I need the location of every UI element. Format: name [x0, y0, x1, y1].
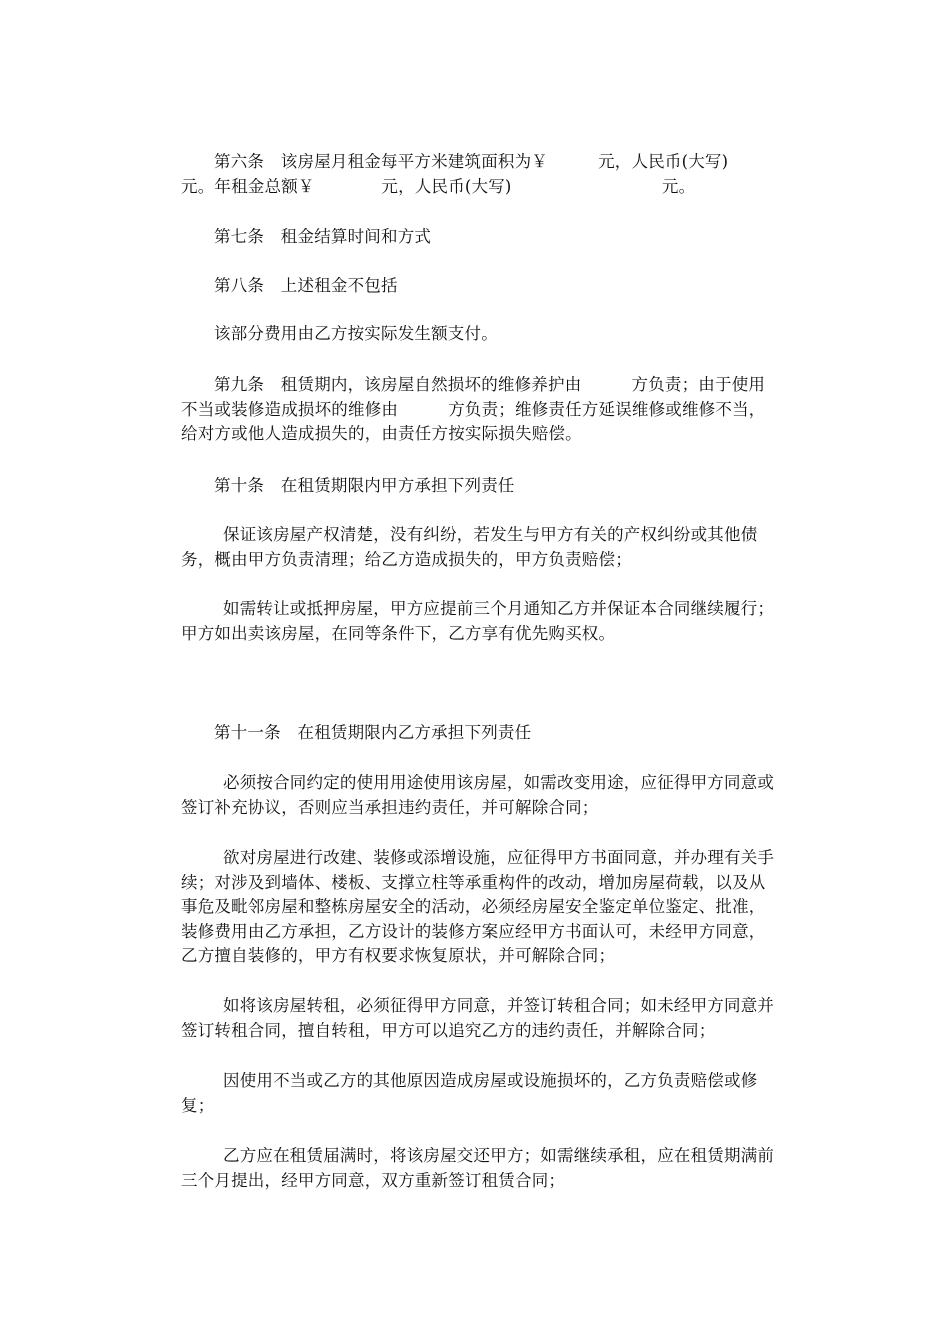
- article-11-clause-5: 乙方应在租赁届满时，将该房屋交还甲方；如需继续承租，应在租赁期满前三个月提出，经甲方同意，双方重新签订租赁合同；: [181, 1146, 775, 1190]
- article-10-heading: 第十条 在租赁期限内甲方承担下列责任: [214, 476, 515, 495]
- article-10-clause-2: 如需转让或抵押房屋，甲方应提前三个月通知乙方并保证本合同继续履行；甲方如出卖该房屋，在同等条件下，乙方享有优先购买权。: [181, 599, 775, 643]
- article-11-clause-4: 因使用不当或乙方的其他原因造成房屋或设施损坏的，乙方负责赔偿或修复；: [181, 1071, 758, 1115]
- article-9-maintenance: 第九条 租赁期内，该房屋自然损坏的维修养护由 方负责；由于使用不当或装修造成损坏的维修由 方负责；维修责任方延误维修或维修不当，给对方或他人造成损失的，由责任方按实际损失赔偿。: [181, 375, 766, 443]
- article-6-rent-amount: 第六条 该房屋月租金每平方米建筑面积为￥ 元，人民币(大写) 元。年租金总额￥ 元，人民币(大写) 元。: [181, 152, 829, 196]
- article-8-note: 该部分费用由乙方按实际发生额支付。: [214, 324, 498, 343]
- article-11-clause-1: 必须按合同约定的使用用途使用该房屋，如需改变用途，应征得甲方同意或签订补充协议，否则应当承担违约责任，并可解除合同；: [181, 773, 775, 817]
- article-11-clause-2: 欲对房屋进行改建、装修或添增设施，应征得甲方书面同意，并办理有关手续；对涉及到墙体、楼板、支撑立柱等承重构件的改动，增加房屋荷载，以及从事危及毗邻房屋和整栋房屋安全的活动，必须经房屋安全鉴定单位鉴定、批准，装修费用由乙方承担，乙方设计的装修方案应经甲方书面认可，未经甲方同意，乙方擅自装修的，甲方有权要求恢复原状，并可解除合同；: [181, 848, 775, 965]
- article-11-clause-3: 如将该房屋转租，必须征得甲方同意，并签订转租合同；如未经甲方同意并签订转租合同，擅自转租，甲方可以追究乙方的违约责任，并解除合同；: [181, 996, 775, 1040]
- article-11-heading: 第十一条 在租赁期限内乙方承担下列责任: [214, 723, 532, 742]
- article-8-exclusions: 第八条 上述租金不包括: [214, 276, 398, 295]
- article-10-clause-1: 保证该房屋产权清楚，没有纠纷，若发生与甲方有关的产权纠纷或其他债务，概由甲方负责清理；给乙方造成损失的，甲方负责赔偿；: [181, 525, 758, 569]
- article-7-settlement: 第七条 租金结算时间和方式: [214, 227, 432, 246]
